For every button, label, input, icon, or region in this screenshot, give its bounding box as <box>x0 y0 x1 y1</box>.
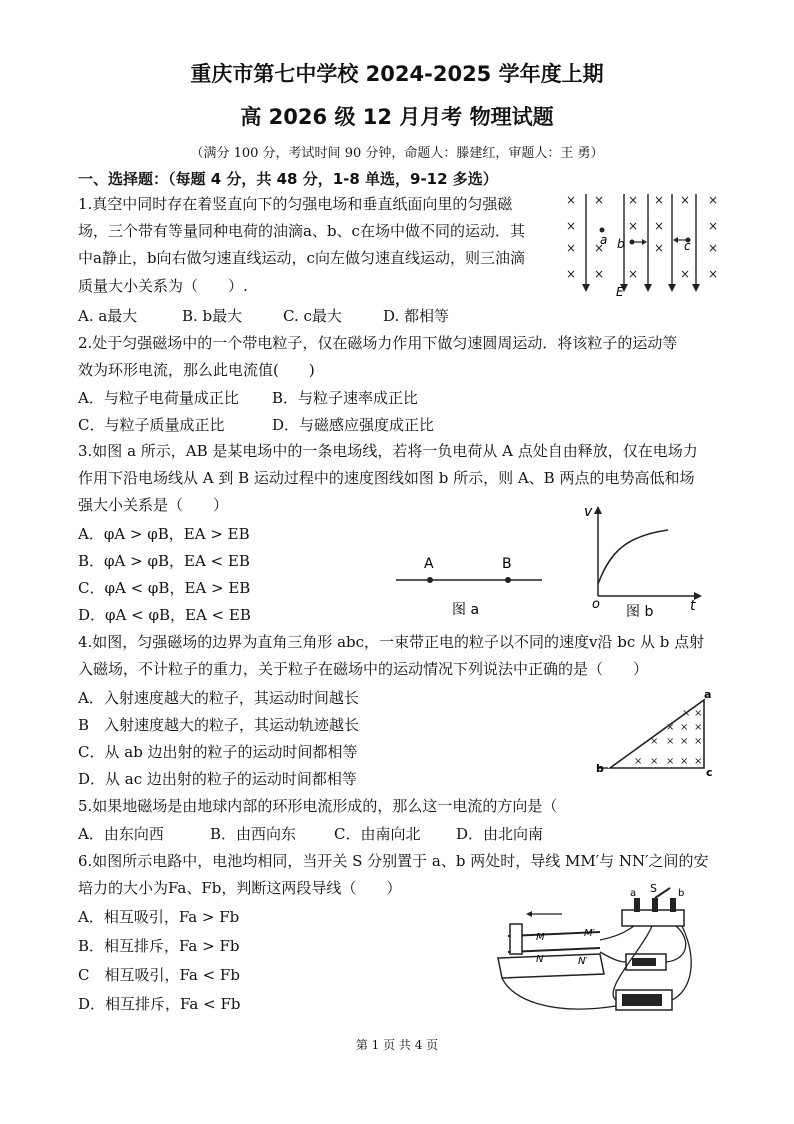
q1-line-3: 中a静止，b向右做匀速直线运动，c向左做匀速直线运动，则三油滴 <box>78 249 525 267</box>
q1-cross-mark: × <box>628 193 639 207</box>
q2-option-b: B．与粒子速率成正比 <box>272 389 419 407</box>
q6-option-b: B．相互排斥，Fa > Fb <box>78 937 240 955</box>
q4-triangle-figure <box>590 688 720 778</box>
q1-label-b: b <box>617 237 625 251</box>
svg-text:×: × <box>650 736 659 747</box>
q3-figure-b <box>586 502 706 622</box>
q1-option-b: B. b最大 <box>182 307 243 325</box>
q6-label-n-prime: N′ <box>578 956 588 967</box>
svg-text:×: × <box>680 756 689 767</box>
svg-text:×: × <box>694 736 703 747</box>
q6-label-b: b <box>678 888 685 899</box>
svg-text:×: × <box>666 722 675 733</box>
q3-option-c: C．φA < φB，EA > EB <box>78 579 251 597</box>
q2-option-d: D．与磁感应强度成正比 <box>272 416 435 434</box>
q6-option-c: C 相互吸引，Fa < Fb <box>78 966 240 984</box>
svg-text:×: × <box>682 708 691 719</box>
q4-line-1: 4.如图，匀强磁场的边界为直角三角形 abc，一束带正电的粒子以不同的速度v沿 bc 从 b 点射 <box>78 633 705 651</box>
q3-caption-b: 图 b <box>626 604 654 620</box>
q1-option-d: D. 都相等 <box>383 307 450 325</box>
q1-option-c: C. c最大 <box>283 307 342 325</box>
q1-cross-mark: × <box>654 219 665 233</box>
q6-label-n: N <box>536 954 544 965</box>
q1-option-a: A. a最大 <box>78 307 138 325</box>
q3-origin: o <box>592 597 600 612</box>
q2-option-a: A．与粒子电荷量成正比 <box>78 389 239 407</box>
q3-line-1: 3.如图 a 所示，AB 是某电场中的一条电场线，若将一负电荷从 A 点处自由释放，仅在电场力 <box>78 442 698 460</box>
svg-text:×: × <box>680 736 689 747</box>
exam-title: 重庆市第七中学校 2024-2025 学年度上期 <box>190 62 604 86</box>
q1-field-figure <box>562 188 728 298</box>
q3-option-a: A．φA > φB，EA > EB <box>78 525 250 543</box>
exam-info: （满分 100 分，考试时间 90 分钟，命题人：滕建红，审题人：王 勇） <box>190 146 604 161</box>
svg-text:×: × <box>634 756 643 767</box>
q1-cross-mark: × <box>594 193 605 207</box>
q6-label-m: M <box>536 932 545 943</box>
svg-text:×: × <box>680 722 689 733</box>
q3-caption-a: 图 a <box>452 602 480 618</box>
q4-line-2: 入磁场，不计粒子的重力，关于粒子在磁场中的运动情况下列说法中正确的是（ ） <box>78 660 649 678</box>
q1-cross-mark: × <box>594 241 605 255</box>
q3-axis-t: t <box>690 598 696 614</box>
q6-label-a: a <box>630 888 637 899</box>
q1-cross-mark: × <box>566 219 577 233</box>
q4-option-c: C．从 ab 边出射的粒子的运动时间都相等 <box>78 743 358 761</box>
q1-cross-mark: × <box>708 241 719 255</box>
q3-option-d: D．φA < φB，EA < EB <box>78 606 251 624</box>
q2-option-c: C．与粒子质量成正比 <box>78 416 225 434</box>
q4-option-a: A．入射速度越大的粒子，其运动时间越长 <box>78 689 359 707</box>
q2-line-1: 2.处于匀强磁场中的一个带电粒子，仅在磁场力作用下做匀速圆周运动．将该粒子的运动等 <box>78 334 678 352</box>
q4-option-b: B 入射速度越大的粒子，其运动轨迹越长 <box>78 716 360 734</box>
q4-vertex-a: a <box>704 688 712 701</box>
q3-line-2: 作用下沿电场线从 A 到 B 运动过程中的速度图线如图 b 所示，则 A、B 两点的电势高低和场 <box>78 469 695 487</box>
q1-cross-mark: × <box>708 267 719 281</box>
q1-cross-mark: × <box>708 219 719 233</box>
q4-vertex-c: c <box>706 766 713 779</box>
q4-vertex-b: b <box>596 762 604 775</box>
q6-label-m-prime: M′ <box>584 928 595 939</box>
q1-cross-mark: × <box>680 267 691 281</box>
q3-option-b: B．φA > φB，EA < EB <box>78 552 250 570</box>
q6-line-2: 培力的大小为Fa、Fb，判断这两段导线（ ） <box>78 879 402 897</box>
svg-text:×: × <box>666 756 675 767</box>
q3-axis-v: v <box>584 504 593 520</box>
q1-cross-mark: × <box>654 193 665 207</box>
q5-line-1: 5.如果地磁场是由地球内部的环形电流形成的，那么这一电流的方向是（ <box>78 797 558 815</box>
q1-line-2: 场，三个带有等量同种电荷的油滴a、b、c在场中做不同的运动．其 <box>78 222 525 240</box>
svg-text:×: × <box>650 756 659 767</box>
q1-cross-mark: × <box>594 267 605 281</box>
q1-cross-mark: × <box>566 193 577 207</box>
q1-label-e: E <box>616 285 624 299</box>
q1-cross-mark: × <box>680 193 691 207</box>
q3-point-a: A <box>424 556 434 572</box>
svg-text:×: × <box>694 722 703 733</box>
q1-line-1: 1.真空中同时存在着竖直向下的匀强电场和垂直纸面向里的匀强磁 <box>78 195 513 213</box>
q1-label-c: c <box>684 239 691 253</box>
q5-option-c: C．由南向北 <box>334 825 421 843</box>
q6-option-d: D．相互排斥，Fa < Fb <box>78 995 241 1013</box>
q3-point-b: B <box>502 556 512 572</box>
q1-cross-mark: × <box>628 267 639 281</box>
q5-option-d: D．由北向南 <box>456 825 544 843</box>
q6-circuit-figure <box>492 880 712 1022</box>
q6-label-s: S <box>650 882 657 895</box>
section-heading: 一、选择题：（每题 4 分，共 48 分，1-8 单选，9-12 多选） <box>78 170 498 188</box>
svg-text:×: × <box>666 736 675 747</box>
q1-line-4: 质量大小关系为（ ）. <box>78 277 248 295</box>
q3-line-3: 强大小关系是（ ） <box>78 496 229 514</box>
q1-cross-mark: × <box>708 193 719 207</box>
q1-cross-mark: × <box>566 267 577 281</box>
svg-text:×: × <box>694 756 703 767</box>
q1-cross-mark: × <box>566 241 577 255</box>
q5-option-a: A．由东向西 <box>78 825 164 843</box>
q3-figure-a <box>390 552 550 622</box>
page-number: 第 1 页 共 4 页 <box>355 1038 439 1052</box>
exam-subtitle: 高 2026 级 12 月月考 物理试题 <box>240 105 554 129</box>
q6-option-a: A．相互吸引，Fa > Fb <box>78 908 240 926</box>
q1-cross-mark: × <box>654 241 665 255</box>
q1-label-a: a <box>600 233 608 247</box>
q6-line-1: 6.如图所示电路中，电池均相同，当开关 S 分别置于 a、b 两处时，导线 MM′与 NN′之间的安 <box>78 852 709 870</box>
q2-line-2: 效为环形电流，那么此电流值( ) <box>78 361 315 379</box>
q1-cross-mark: × <box>628 219 639 233</box>
svg-text:×: × <box>694 708 703 719</box>
q5-option-b: B．由西向东 <box>210 825 297 843</box>
q4-option-d: D．从 ac 边出射的粒子的运动时间都相等 <box>78 770 357 788</box>
